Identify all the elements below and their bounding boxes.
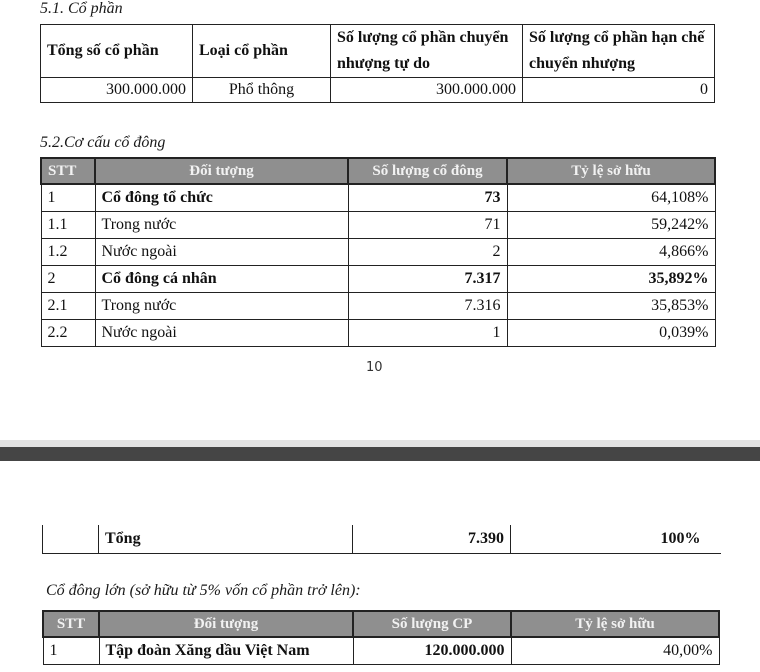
shares-table [40,24,715,103]
header-ownership: Tỷ lệ sở hữu [507,158,715,184]
cell-share-type: Phổ thông [193,78,331,103]
row-count: 7.316 [348,292,507,319]
row-pct: 4,866% [507,238,715,265]
major-header-subject: Đối tượng [99,611,353,637]
row-name: Trong nước [95,292,348,319]
row-name: Cổ đông tổ chức [95,184,348,211]
major-row-pct: 40,00% [511,637,719,664]
row-pct: 59,242% [507,211,715,238]
major-header-shares: Số lượng CP [353,611,511,637]
shareholder-structure-table [40,157,716,347]
header-share-type: Loại cổ phần [193,25,331,78]
row-count: 1 [348,319,507,346]
total-stt-cell [43,525,99,553]
header-subject: Đối tượng [95,158,348,184]
table-row [41,238,715,265]
row-count: 71 [348,211,507,238]
row-stt: 2.1 [41,292,95,319]
total-count: 7.390 [353,525,511,553]
major-row-shares: 120.000.000 [353,637,511,664]
table-row [43,637,719,664]
major-header-stt: STT [43,611,99,637]
row-stt: 2.2 [41,319,95,346]
page-break-divider [0,447,760,461]
row-pct: 35,892% [507,265,715,292]
row-count: 73 [348,184,507,211]
table-row [41,292,715,319]
header-restricted-transfer: Số lượng cổ phần hạn chế chuyển nhượng [523,25,715,78]
row-name: Trong nước [95,211,348,238]
row-pct: 64,108% [507,184,715,211]
row-count: 2 [348,238,507,265]
total-row-table [42,525,721,554]
table-row [41,319,715,346]
row-name: Cổ đông cá nhân [95,265,348,292]
header-total-shares: Tổng số cổ phần [41,25,193,78]
major-shareholders-table [42,610,720,665]
cell-restricted-transfer: 0 [523,78,715,103]
table-row [41,211,715,238]
row-name: Nước ngoài [95,319,348,346]
row-stt: 2 [41,265,95,292]
row-stt: 1 [41,184,95,211]
table-row [41,184,715,211]
section-51-heading: 5.1. Cổ phần [40,0,123,17]
row-pct: 0,039% [507,319,715,346]
page-break-shadow [0,440,760,447]
cell-free-transfer: 300.000.000 [331,78,523,103]
major-shareholders-heading: Cổ đông lớn (sở hữu từ 5% vốn cổ phần trở lên): [46,582,361,599]
cell-total-shares: 300.000.000 [41,78,193,103]
major-header-row [43,611,719,637]
total-row [43,525,721,553]
row-name: Nước ngoài [95,238,348,265]
total-pct: 100% [511,525,721,553]
table-row [41,265,715,292]
section-52-heading: 5.2.Cơ cấu cổ đông [40,134,166,151]
row-stt: 1.2 [41,238,95,265]
major-row-stt: 1 [43,637,99,664]
header-stt: STT [41,158,95,184]
row-stt: 1.1 [41,211,95,238]
row-count: 7.317 [348,265,507,292]
major-header-ownership: Tỷ lệ sở hữu [511,611,719,637]
header-holder-count: Số lượng cổ đông [348,158,507,184]
major-row-name: Tập đoàn Xăng dầu Việt Nam [99,637,353,664]
total-label: Tổng [99,525,353,553]
row-pct: 35,853% [507,292,715,319]
structure-header-row [41,158,715,184]
page-number: 10 [366,360,383,375]
header-free-transfer: Số lượng cổ phần chuyển nhượng tự do [331,25,523,78]
